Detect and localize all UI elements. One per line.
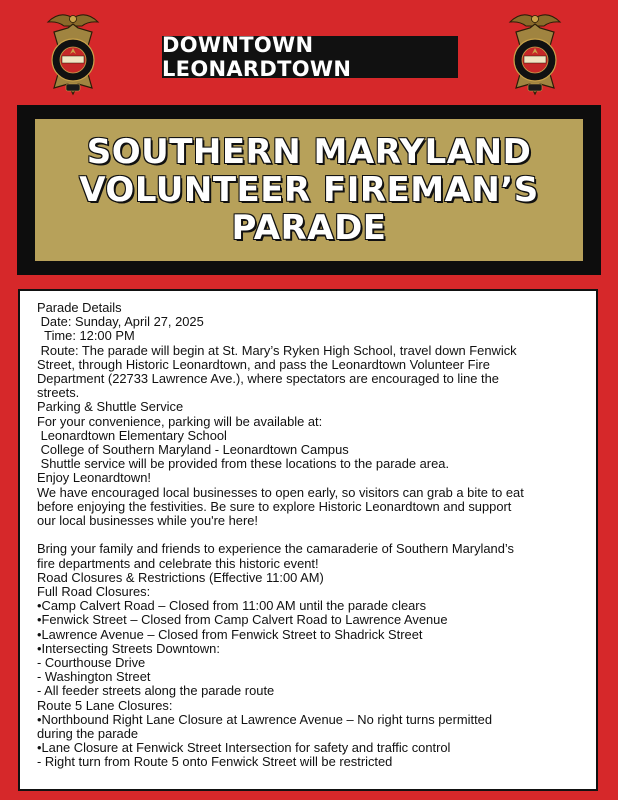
badge-right-svg: [504, 8, 566, 100]
details-line: For your convenience, parking will be available at:: [37, 413, 323, 429]
details-line: Department (22733 Lawrence Ave.), where spectators are encouraged to line the: [37, 371, 499, 387]
title-banner: [17, 105, 601, 275]
details-line: College of Southern Maryland - Leonardtown Campus: [37, 442, 349, 458]
details-line: - Right turn from Route 5 onto Fenwick Street will be restricted: [37, 754, 393, 770]
details-line: •Northbound Right Lane Closure at Lawrence Avenue – No right turns permitted: [37, 711, 492, 727]
fire-association-badge-left-icon: [42, 8, 104, 100]
details-line: We have encouraged local businesses to open early, so visitors can grab a bite to eat: [37, 484, 524, 500]
details-line: before enjoying the festivities. Be sure to explore Historic Leonardtown and support: [37, 498, 512, 514]
banner-line-3: PARADE: [231, 208, 387, 248]
details-line: •Camp Calvert Road – Closed from 11:00 AM until the parade clears: [37, 598, 427, 614]
details-line: Time: 12:00 PM: [37, 328, 135, 344]
details-line: during the parade: [37, 726, 139, 742]
details-line: - Courthouse Drive: [37, 655, 146, 671]
details-line: [37, 528, 582, 542]
banner-line-1: SOUTHERN MARYLAND: [86, 132, 532, 172]
details-line: fire departments and celebrate this historic event!: [37, 555, 319, 571]
details-line: our local businesses while you're here!: [37, 513, 259, 529]
details-line: •Lane Closure at Fenwick Street Intersection for safety and traffic control: [37, 740, 451, 756]
details-line: Full Road Closures:: [37, 584, 151, 600]
details-line: Leonardtown Elementary School: [37, 427, 227, 443]
fire-association-badge-right-icon: [504, 8, 566, 100]
details-line: Route 5 Lane Closures:: [37, 697, 173, 713]
banner-line-2: VOLUNTEER FIREMAN’S: [79, 170, 539, 210]
details-line: Street, through Historic Leonardtown, and pass the Leonardtown Volunteer Fire: [37, 356, 490, 372]
details-line: •Lawrence Avenue – Closed from Fenwick Street to Shadrick Street: [37, 626, 423, 642]
details-line: •Fenwick Street – Closed from Camp Calvert Road to Lawrence Avenue: [37, 612, 448, 628]
title-banner-panel: [35, 119, 583, 261]
details-line: - All feeder streets along the parade route: [37, 683, 275, 699]
details-line: Bring your family and friends to experience the camaraderie of Southern Maryland’s: [37, 541, 514, 557]
details-line: Parade Details: [37, 300, 122, 315]
badge-left-svg: [42, 8, 104, 100]
details-line: •Intersecting Streets Downtown:: [37, 640, 220, 656]
details-line: Date: Sunday, April 27, 2025: [37, 314, 204, 330]
details-line: Shuttle service will be provided from these locations to the parade area.: [37, 456, 450, 472]
details-panel: [18, 289, 598, 791]
details-line: Road Closures & Restrictions (Effective 11:00 AM): [37, 569, 324, 585]
details-line: Enjoy Leonardtown!: [37, 470, 151, 486]
details-line: Parking & Shuttle Service: [37, 399, 184, 415]
details-line: Route: The parade will begin at St. Mary’s Ryken High School, travel down Fenwick: [37, 342, 517, 358]
details-line: - Washington Street: [37, 669, 151, 685]
header-title: DOWNTOWN LEONARDTOWN: [162, 36, 458, 78]
details-line: streets.: [37, 385, 80, 401]
